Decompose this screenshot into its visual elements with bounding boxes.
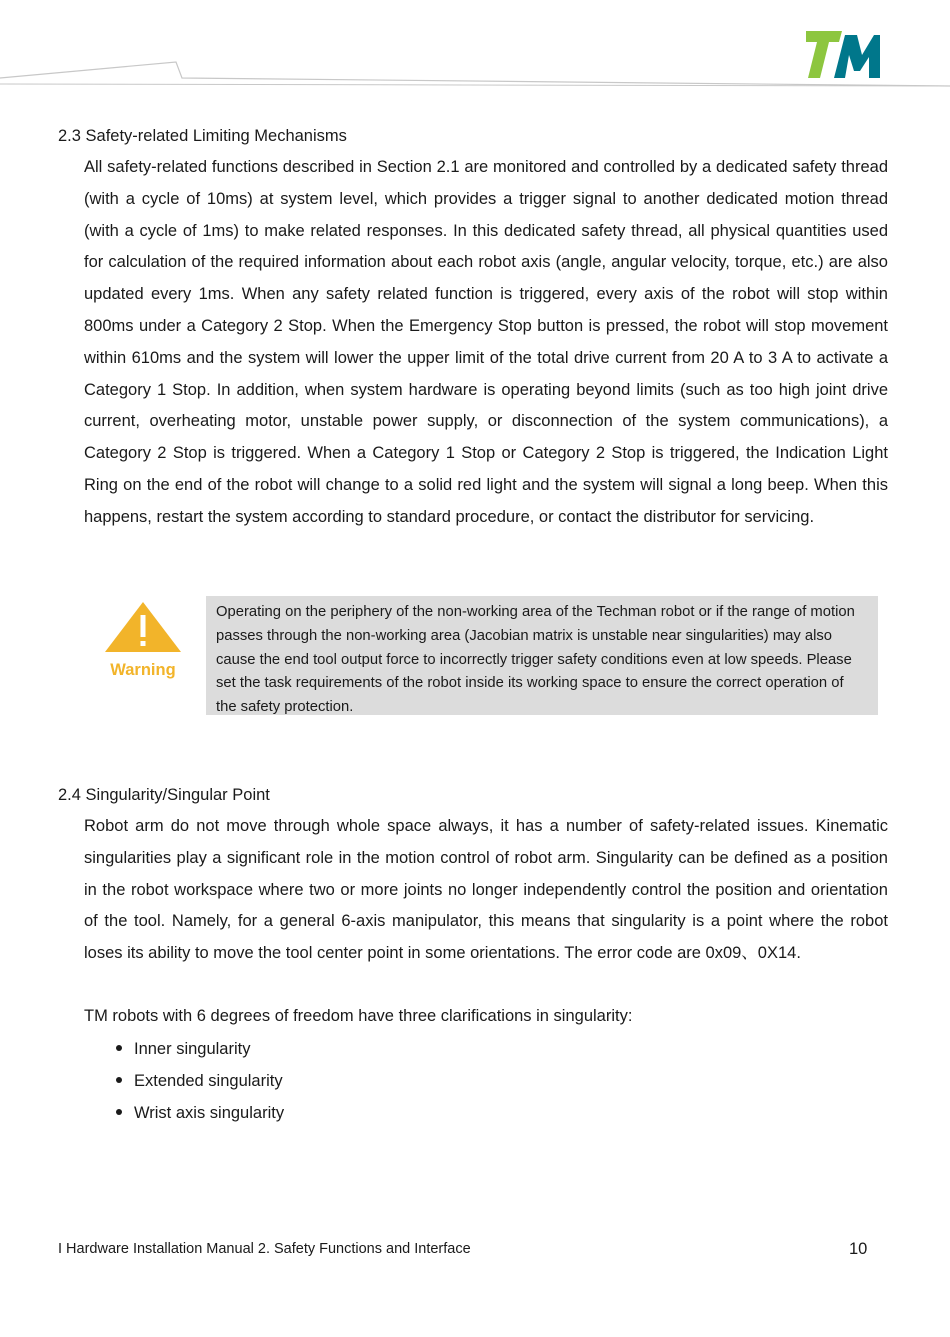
list-item: Wrist axis singularity [116,1097,284,1129]
list-item: Inner singularity [116,1033,284,1065]
bullet-icon [116,1109,122,1115]
footer-title: I Hardware Installation Manual 2. Safety Functions and Interface [58,1241,471,1257]
section-heading-2-3: 2.3 Safety-related Limiting Mechanisms [58,127,347,145]
section-2-4-intro: TM robots with 6 degrees of freedom have three clarifications in singularity: [84,1007,633,1025]
section-heading-2-4: 2.4 Singularity/Singular Point [58,786,270,804]
section-2-3-body: All safety-related functions described in Section 2.1 are monitored and controlled by a dedicated safety thread (with a cycle of 10ms) at system level, which provides a trigger signal to another dedicated motion thread (with a cycle of 1ms) to make related responses. In this dedicated safety thread, all physical quantities used for calculation of the required information about each robot axis (angle, angular velocity, torque, etc.) are also updated every 1ms. When any safety related function is triggered, every axis of the robot will stop within 800ms under a Category 2 Stop. When the Emergency Stop button is pressed, the robot will stop movement within 610ms and the system will lower the upper limit of the total drive current from 20 A to 3 A to activate a Category 1 Stop. In addition, when system hardware is operating beyond limits (such as too high joint drive current, overheating motor, unstable power supply, or disconnection of the system communications), a Category 2 Stop is triggered. When a Category 1 Stop or Category 2 Stop is triggered, the Indication Light Ring on the end of the robot will change to a solid red light and the system will signal a long beep. When this happens, restart the system according to standard procedure, or contact the distributor for servicing. [84,158,888,526]
warning-label: Warning [110,661,176,679]
warning-text-box: Operating on the periphery of the non-working area of the Techman robot or if the range of motion passes through the non-working area (Jacobian matrix is unstable near singularities) may also cause the end tool output force to incorrectly trigger safety conditions even at low speeds. Please set the task requirements of the robot inside its working space to ensure the correct operation of the safety protection. [206,596,878,715]
warning-triangle-icon [104,601,182,653]
bullet-icon [116,1045,122,1051]
list-item: Extended singularity [116,1065,284,1097]
singularity-list [116,1033,284,1129]
bullet-icon [116,1077,122,1083]
tm-logo [806,31,880,78]
section-2-4-body: Robot arm do not move through whole space always, it has a number of safety-related issues. Kinematic singularities play a significant role in the motion control of robot arm. Singularity can be defined as a position in the robot workspace where two or more joints no longer independently control the position and orientation of the tool. Namely, for a general 6-axis manipulator, this means that singularity is a point where the robot loses its ability to move the tool center point in some orientations. The error code are 0x09、0X14. [84,817,888,963]
page-number: 10 [849,1240,868,1258]
